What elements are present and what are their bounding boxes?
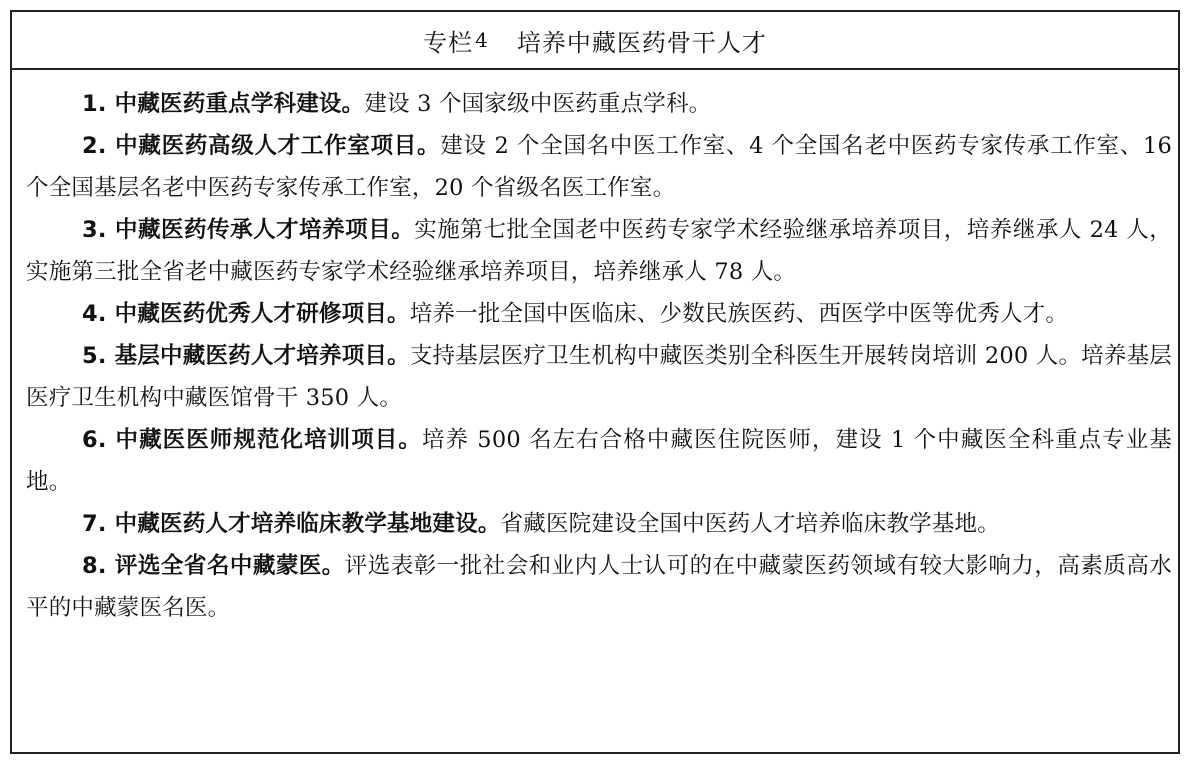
item-heading: 2. 中藏医药高级人才工作室项目。 <box>82 133 441 159</box>
item-heading: 6. 中藏医医师规范化培训项目。 <box>82 427 422 453</box>
list-item <box>26 293 1172 335</box>
column-title-number: 4 <box>475 28 489 52</box>
column-title <box>12 12 1178 70</box>
item-text: 建设 3 个国家级中医药重点学科。 <box>364 91 712 117</box>
list-item <box>26 83 1172 125</box>
list-item <box>26 545 1172 629</box>
item-text: 省藏医院建设全国中医药人才培养临床教学基地。 <box>500 511 1000 537</box>
item-text: 实施第七批全国老中医药专家学术经验继承培养项目，培养继承人 24 人，实施第三批全省老中藏医药专家学术经验继承培养项目，培养继承人 78 人。 <box>26 217 1172 285</box>
item-heading: 4. 中藏医药优秀人才研修项目。 <box>82 301 410 327</box>
list-item <box>26 335 1172 419</box>
list-item <box>26 209 1172 293</box>
column-title-prefix: 专栏 <box>423 28 474 57</box>
list-item <box>26 125 1172 209</box>
item-text: 培养 500 名左右合格中藏医住院医师，建设 1 个中藏医全科重点专业基地。 <box>26 427 1172 495</box>
item-heading: 1. 中藏医药重点学科建设。 <box>82 91 365 117</box>
column-box <box>10 10 1180 754</box>
item-text: 支持基层医疗卫生机构中藏医类别全科医生开展转岗培训 200 人。培养基层医疗卫生机构中藏医馆骨干 350 人。 <box>26 343 1172 411</box>
list-item <box>26 419 1172 503</box>
item-heading: 5. 基层中藏医药人才培养项目。 <box>82 343 410 369</box>
column-title-text: 培养中藏医药骨干人才 <box>516 28 767 57</box>
item-heading: 8. 评选全省名中藏蒙医。 <box>82 553 345 579</box>
item-text: 评选表彰一批社会和业内人士认可的在中藏蒙医药领域有较大影响力，高素质高水平的中藏蒙医名医。 <box>26 553 1173 621</box>
item-text: 培养一批全国中医临床、少数民族医药、西医学中医等优秀人才。 <box>409 301 1069 327</box>
item-text: 建设 2 个全国名中医工作室、4 个全国名老中医药专家传承工作室、16 个全国基层名老中医药专家传承工作室，20 个省级名医工作室。 <box>26 133 1173 201</box>
list-item <box>26 503 1172 545</box>
item-heading: 7. 中藏医药人才培养临床教学基地建设。 <box>82 511 501 537</box>
item-heading: 3. 中藏医药传承人才培养项目。 <box>82 217 415 243</box>
column-body <box>12 70 1178 629</box>
